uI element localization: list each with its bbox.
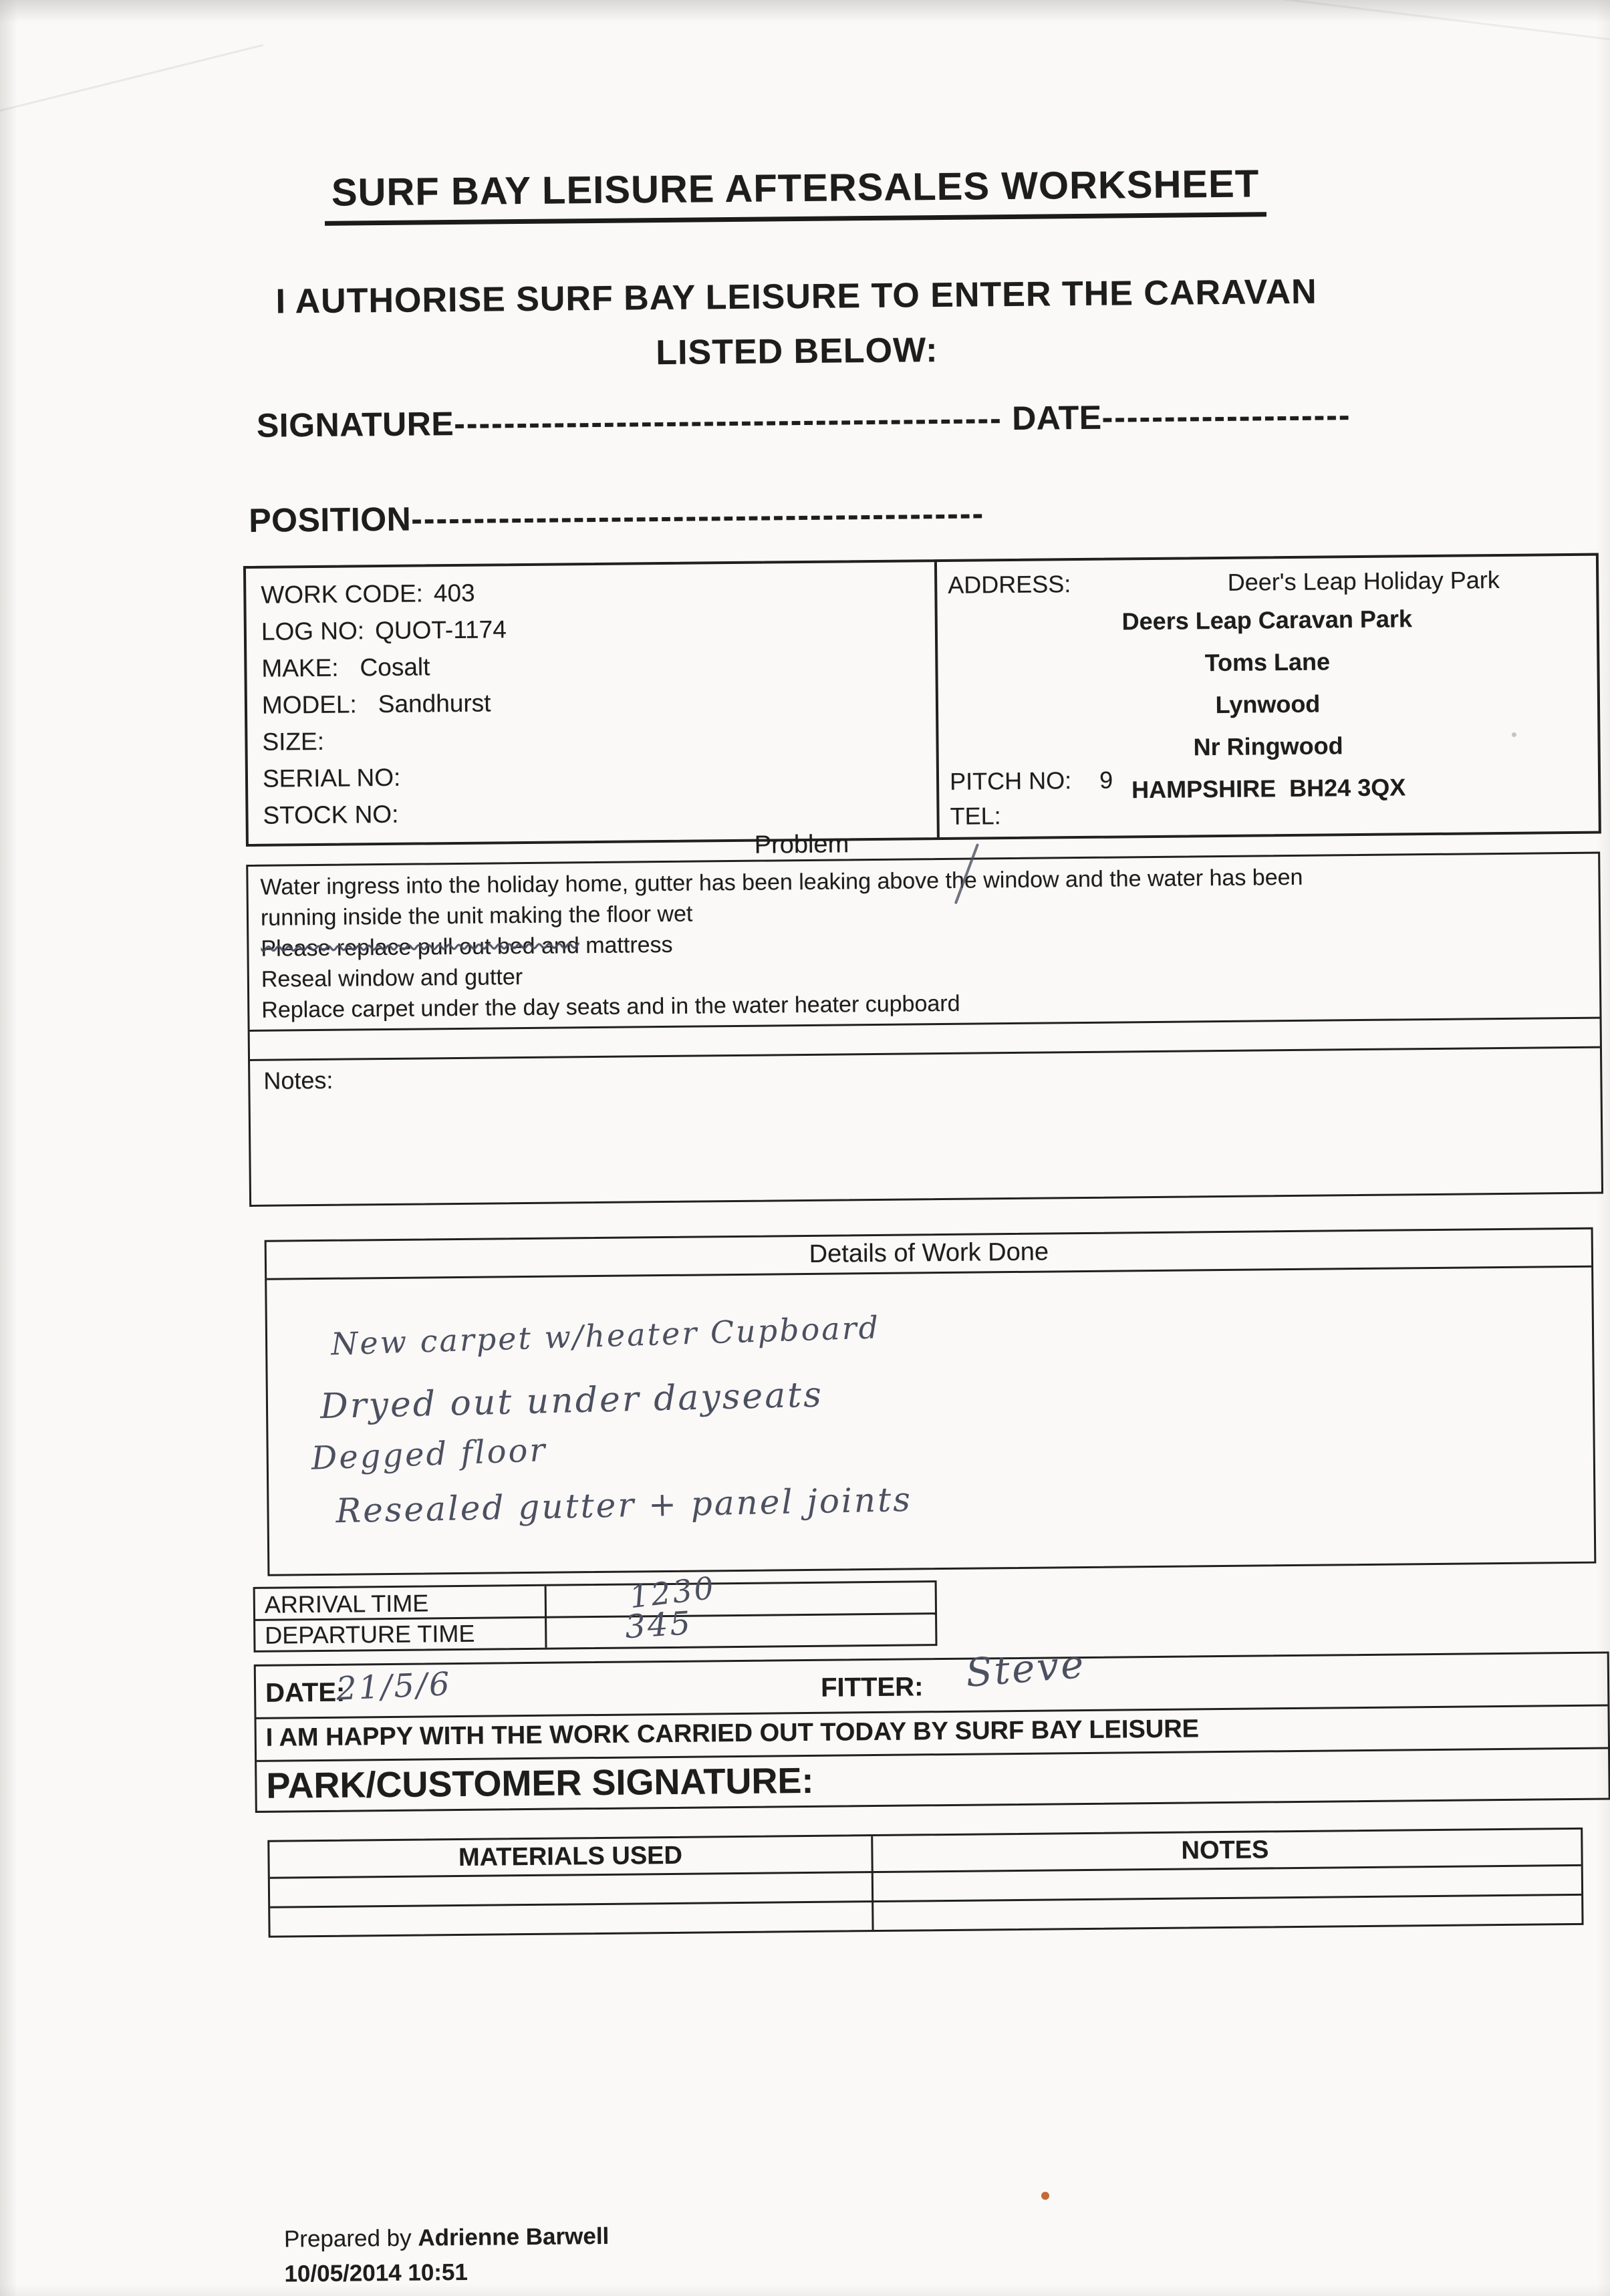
- times-table: [253, 1569, 938, 1653]
- address-line-5: Nr Ringwood: [1193, 732, 1343, 761]
- column-divider: [545, 1586, 547, 1648]
- signature-date-line: [257, 396, 1351, 445]
- model-row: MODEL: Sandhurst: [261, 689, 491, 719]
- prepared-by-name: Adrienne Barwell: [418, 2222, 610, 2251]
- size-row: SIZE:: [262, 727, 325, 756]
- prepared-by-line: Prepared by Adrienne Barwell: [283, 2222, 610, 2253]
- address-line-1: Deer's Leap Holiday Park: [1227, 565, 1500, 596]
- departure-time-label: DEPARTURE TIME: [265, 1619, 475, 1649]
- signature-fill-line: --------------------------------------------: [453, 400, 1003, 442]
- handwritten-work-line-4: Resealed gutter + panel joints: [335, 1479, 913, 1531]
- materials-header-row: [269, 1830, 1581, 1879]
- address-label: ADDRESS:: [948, 570, 1071, 599]
- tel-row: TEL:: [950, 802, 1001, 830]
- unit-details-column: [246, 562, 937, 844]
- work-done-heading: Details of Work Done: [267, 1230, 1591, 1280]
- position-fill-line: ----------------------------------------------: [410, 494, 985, 538]
- date-label: DATE:: [265, 1677, 346, 1708]
- log-no-row: LOG NO: QUOT-1174: [261, 615, 507, 645]
- signature-label: SIGNATURE: [256, 404, 454, 444]
- signoff-box: [254, 1640, 1610, 1812]
- address-line-6: HAMPSHIRE BH24 3QX: [1131, 773, 1406, 804]
- notes-label: Notes:: [263, 1066, 333, 1095]
- handwritten-date: 21/5/6: [335, 1665, 452, 1708]
- authorisation-text-line1: I AUTHORISE SURF BAY LEISURE TO ENTER THE CARAVAN: [275, 272, 1317, 321]
- work-code-row: WORK CODE: 403: [261, 579, 475, 609]
- problem-box: [246, 852, 1603, 1207]
- handwritten-work-line-2: Dryed out under dayseats: [319, 1375, 824, 1427]
- materials-used-header: MATERIALS USED: [458, 1841, 683, 1872]
- problem-heading: Problem: [754, 830, 849, 859]
- handwritten-work-line-1: New carpet w/heater Cupboard: [330, 1309, 881, 1362]
- problem-text: [248, 854, 1599, 1031]
- date-label: DATE: [1011, 398, 1102, 437]
- handwritten-work-line-3: Degged floor: [310, 1431, 548, 1477]
- fitter-label: FITTER:: [820, 1672, 924, 1703]
- address-line-3: Toms Lane: [1204, 648, 1331, 677]
- address-line-2: Deers Leap Caravan Park: [1121, 605, 1413, 635]
- fitter-signature: Steve: [964, 1640, 1087, 1696]
- problem-line-3: Please replace pull out bed and mattress: [261, 931, 673, 962]
- address-line-4: Lynwood: [1215, 690, 1321, 719]
- problem-line-2: running inside the unit making the floor wet: [260, 901, 693, 931]
- position-label: POSITION: [249, 500, 412, 539]
- handwritten-arrival-time: 1230: [628, 1569, 718, 1616]
- date-fill-line: --------------------: [1101, 396, 1351, 436]
- address-column: [937, 556, 1599, 837]
- struck-out-text: Please replace pull out bed and: [261, 933, 579, 962]
- gray-ink-speck: [1512, 732, 1516, 737]
- problem-line-1: Water ingress into the holiday home, gutter has been leaking above the window and the water has been: [260, 864, 1303, 900]
- park-customer-signature-label: PARK/CUSTOMER SIGNATURE:: [266, 1760, 814, 1806]
- problem-line-4: Reseal window and gutter: [261, 964, 523, 992]
- arrival-time-label: ARRIVAL TIME: [264, 1589, 429, 1618]
- notes-header: NOTES: [1181, 1835, 1269, 1865]
- materials-table: [267, 1828, 1583, 1938]
- satisfaction-statement: I AM HAPPY WITH THE WORK CARRIED OUT TODAY BY SURF BAY LEISURE: [265, 1715, 1200, 1752]
- unit-info-box: [243, 553, 1601, 847]
- stock-no-row: STOCK NO:: [263, 800, 399, 829]
- problem-line-5: Replace carpet under the day seats and in the water heater cupboard: [261, 990, 960, 1023]
- section-divider: [250, 1046, 1600, 1061]
- handwritten-departure-time: 345: [624, 1604, 694, 1646]
- authorisation-text-line2: LISTED BELOW:: [656, 331, 938, 373]
- pitch-no-row: PITCH NO: 9: [949, 766, 1113, 795]
- serial-no-row: SERIAL NO:: [262, 763, 401, 793]
- make-row: MAKE: Cosalt: [261, 653, 430, 682]
- page-title: SURF BAY LEISURE AFTERSALES WORKSHEET: [325, 161, 1266, 226]
- row-divider: [270, 1894, 1581, 1908]
- address-row: [937, 556, 1596, 599]
- position-line: [249, 494, 984, 540]
- prepared-timestamp: 10/05/2014 10:51: [284, 2259, 468, 2287]
- orange-ink-speck: [1041, 2192, 1049, 2200]
- footer: [284, 2219, 610, 2292]
- work-done-box: [265, 1228, 1597, 1576]
